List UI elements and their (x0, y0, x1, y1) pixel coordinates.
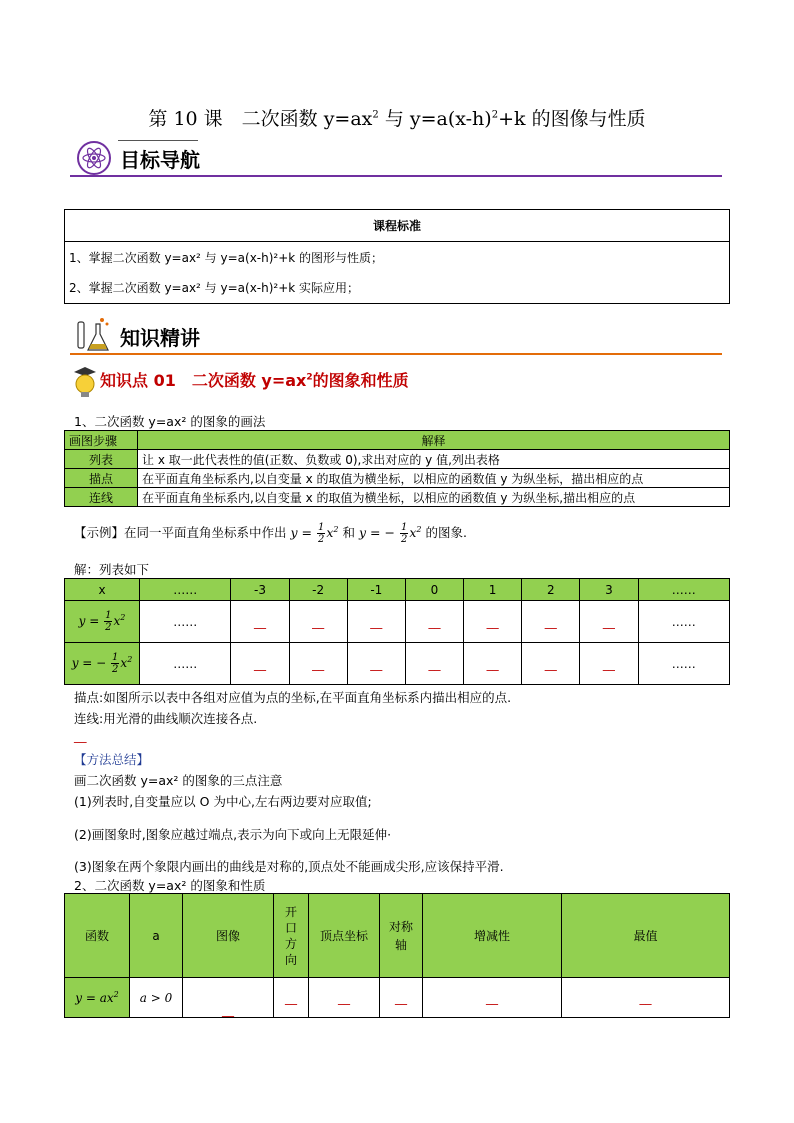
value-cell: __ (405, 601, 463, 643)
prop-head: 顶点坐标 (309, 894, 380, 978)
method-point: (2)画图象时,图象应越过端点,表示为向下或向上无限延伸· (74, 827, 392, 842)
value-cell: __ (289, 643, 347, 685)
x-value: 2 (522, 579, 580, 601)
value-cell: __ (580, 643, 638, 685)
value-cell: __ (289, 601, 347, 643)
values-table (64, 578, 730, 685)
section-knowledge-rule (70, 353, 722, 355)
standard-item: 1、掌握二次函数 y=ax² 与 y=a(x-h)²+k 的图形与性质； (69, 250, 384, 265)
prop-head: 函数 (65, 894, 130, 978)
step-name: 描点 (65, 469, 138, 488)
section-goal (70, 138, 722, 178)
formula-negative-half: y = − $\frac{1}{2}$ $x^2$ (359, 522, 422, 545)
steps-head: 画图步骤 (65, 431, 138, 450)
value-cell: __ (231, 643, 289, 685)
step-desc: 在平面直角坐标系内,以自变量 x 的取值为横坐标，以相应的函数值 y 为纵坐标,描出相应的点 (138, 488, 730, 507)
course-standard-table (64, 209, 730, 304)
lightbulb-icon (70, 364, 100, 400)
prop-function-formula: $y = ax^2$ (65, 978, 130, 1018)
flask-icon (72, 316, 114, 356)
x-value: 0 (405, 579, 463, 601)
method-intro: 画二次函数 y=ax² 的图象的三点注意 (74, 773, 283, 788)
section-goal-rule (70, 175, 722, 177)
subheading-drawing: 1、二次函数 y=ax² 的图象的画法 (74, 414, 266, 429)
prop-head: 对称轴 (380, 894, 423, 978)
x-value: …… (638, 579, 730, 601)
steps-table (64, 430, 730, 507)
x-value: -3 (231, 579, 289, 601)
value-cell: …… (638, 643, 730, 685)
row-formula-negative: y = − $\frac{1}{2}$ $x^2$ (65, 643, 140, 685)
value-cell: …… (638, 601, 730, 643)
standard-item: 2、掌握二次函数 y=ax² 与 y=a(x-h)²+k 实际应用； (69, 280, 360, 295)
standard-header: 课程标准 (65, 210, 730, 242)
step-name: 连线 (65, 488, 138, 507)
page-title: 第 10 课 二次函数 $y=ax^2$ 与 $y=a(x-h)^2+k$ 的图像与性质 (148, 108, 646, 130)
x-value: 3 (580, 579, 638, 601)
prop-head: 增减性 (423, 894, 562, 978)
standard-items (65, 242, 730, 304)
subheading-properties: 2、二次函数 y=ax² 的图象和性质 (74, 878, 266, 893)
prop-blank: __ (309, 978, 380, 1018)
prop-head: a (130, 894, 183, 978)
value-cell: __ (464, 643, 522, 685)
formula-positive-half: y = $\frac{1}{2}$ $x^2$ (290, 522, 339, 545)
steps-head: 解释 (138, 431, 730, 450)
plot-step-text: 描点:如图所示以表中各组对应值为点的坐标,在平面直角坐标系内描出相应的点. (74, 690, 512, 705)
method-point: (3)图象在两个象限内画出的曲线是对称的,顶点处不能画成尖形,应该保持平滑. (74, 859, 504, 874)
step-desc: 在平面直角坐标系内,以自变量 x 的取值为横坐标，以相应的函数值 y 为纵坐标，描出相应的点 (138, 469, 730, 488)
value-cell: __ (522, 601, 580, 643)
value-cell: __ (580, 601, 638, 643)
step-desc: 让 x 取一此代表性的值(正数、负数或 0),求出对应的 y 值,列出表格 (138, 450, 730, 469)
value-cell: …… (140, 643, 231, 685)
prop-blank: __ (274, 978, 309, 1018)
prop-blank: __ (423, 978, 562, 1018)
prop-head: 最值 (562, 894, 730, 978)
prop-a-condition: a > 0 (130, 978, 183, 1018)
prop-blank: __ (183, 978, 274, 1018)
method-summary-head: 【方法总结】 (74, 752, 150, 767)
prop-blank: __ (562, 978, 730, 1018)
x-label: x (65, 579, 140, 601)
value-cell: __ (405, 643, 463, 685)
properties-table (64, 893, 730, 1018)
answer-blank: __ (74, 728, 87, 743)
prop-head: 开口方向 (274, 894, 309, 978)
step-name: 列表 (65, 450, 138, 469)
method-point: (1)列表时,自变量应以 O 为中心,左右两边要对应取值; (74, 794, 372, 809)
value-cell: …… (140, 601, 231, 643)
value-cell: __ (522, 643, 580, 685)
prop-blank: __ (380, 978, 423, 1018)
value-cell: __ (347, 643, 405, 685)
atom-icon (74, 138, 114, 178)
x-value: -2 (289, 579, 347, 601)
section-goal-label: 目标导航 (120, 148, 200, 172)
section-knowledge (70, 316, 722, 356)
prop-head: 图像 (183, 894, 274, 978)
value-cell: __ (464, 601, 522, 643)
knowledge-point-title: 知识点 01 二次函数 $y=ax^2$的图象和性质 (100, 371, 409, 390)
row-formula-positive: y = $\frac{1}{2}$ $x^2$ (65, 601, 140, 643)
x-value: -1 (347, 579, 405, 601)
connect-step-text: 连线:用光滑的曲线顺次连接各点. (74, 711, 258, 726)
section-knowledge-label: 知识精讲 (120, 326, 200, 350)
x-value: …… (140, 579, 231, 601)
x-value: 1 (464, 579, 522, 601)
solution-label: 解：列表如下 (74, 562, 150, 577)
value-cell: __ (231, 601, 289, 643)
value-cell: __ (347, 601, 405, 643)
example-line: 【示例】在同一平面直角坐标系中作出 y = $\frac{1}{2}$ $x^2$ 和 y = − $\frac{1}{2}$ $x^2$ 的图象. (74, 522, 467, 545)
